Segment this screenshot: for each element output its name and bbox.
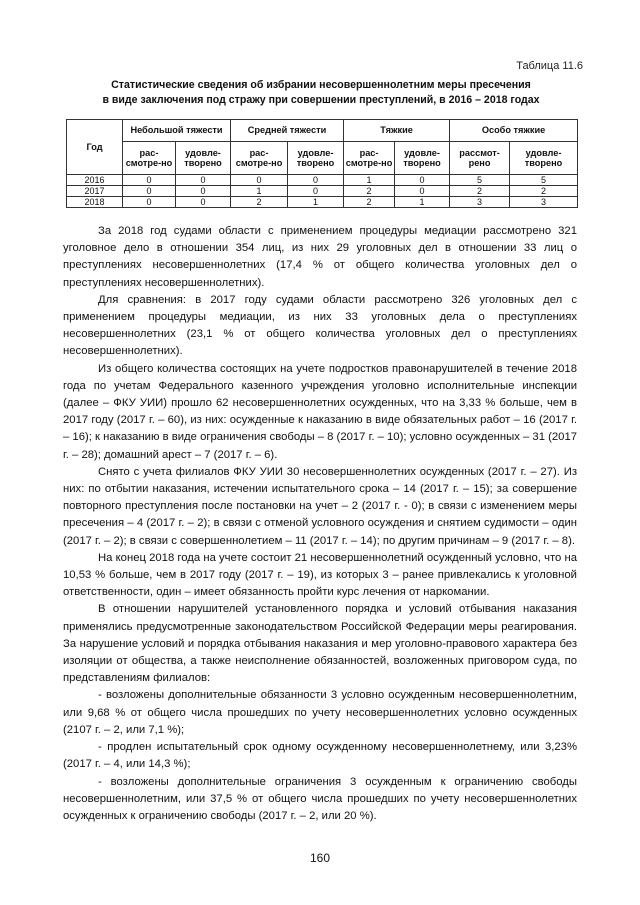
statistics-table [66,119,578,208]
table-cell: 0 [288,186,344,197]
table-caption: Таблица 11.6 [516,60,583,72]
table-cell: 1 [344,175,395,186]
table-cell: 0 [176,186,231,197]
table-header-row-subheaders [67,142,578,175]
table-title-line-2: в виде заключения под стражу при совершении преступлений, в 2016 – 2018 годах [102,94,540,106]
table-title-line-1: Статистические сведения об избрании несовершеннолетним меры пресечения [111,79,531,91]
table-cell: 3 [510,197,578,208]
paragraph-registered-juveniles: Из общего количества состоящих на учете подростков правонарушителей в течение 2018 года по учетам Федерального казенного учреждения уголовно исполнительные инспекции (далее – ФКУ УИИ) прошло 62 несовершеннолетних осужденных, что на 3,33 % больше, чем в 2017 году (2017 г. – 60), из них: осужденные к наказанию в виде обязательных работ – 16 (2017 г. – 16); к наказанию в виде ограничения свободы – 8 (2017 г. – 10); условно осужденных – 31 (2017 г. – 28); домашний арест – 7 (2017 г. – 6). [63,362,578,461]
table-cell: 0 [123,197,176,208]
table-cell: 2 [344,197,395,208]
subheader-considered: рас-смотре-но [123,142,176,175]
table-cell: 0 [395,186,450,197]
table-cell: 5 [450,175,510,186]
table-cell: 1 [288,197,344,208]
table-cell: 0 [231,175,288,186]
table-cell: 2 [344,186,395,197]
body-text [63,223,577,825]
table-title [60,78,582,108]
list-item: - продлен испытательный срок одному осужденному несовершеннолетнему, или 3,23% (2017 г. – 4, или 14,3 %); [63,741,577,771]
table-cell: 5 [510,175,578,186]
paragraph-end-of-year: На конец 2018 года на учете состоит 21 несовершеннолетний осужденный условно, что на 10,53 % больше, чем в 2017 году (2017 г. – 19), из которых 3 – ранее привлекались к уголовной ответственности, один – имеет обязанность пройти курс лечения от наркомании. [63,551,577,599]
group-header-minor: Небольшой тяжести [123,120,231,142]
paragraph-removed-from-register: Снято с учета филиалов ФКУ УИИ 30 несовершеннолетних осужденных (2017 г. – 27). Из них: по отбытии наказания, истечении испытательного срока – 14 (2017 г. – 15); за совершение повторного преступления после постановки на учет – 2 (2017 г. - 0); в связи с изменением меры пресечения – 4 (2017 г. – 2); в связи с отменой условного осуждения и снятием судимости – один (2017 г. – 2); в связи с совершеннолетием – 11 (2017 г. – 14); по другим причинам – 9 (2017 г. – 8). [63,465,577,547]
subheader-considered: рассмот-рено [450,142,510,175]
table-row [67,175,578,186]
row-year: 2017 [67,186,123,197]
list-item: - возложены дополнительные ограничения 3 осужденным к ограничению свободы несовершеннолетним, или 37,5 % от общего числа прошедших по учету несовершеннолетних осужденных к ограничению свободы (2017 г. – 2, или 20 %). [63,775,577,822]
subheader-granted: удовле-творено [176,142,231,175]
table-row [67,197,578,208]
table-cell: 2 [231,197,288,208]
row-year: 2018 [67,197,123,208]
subheader-considered: рас-смотре-но [231,142,288,175]
table-cell: 1 [395,197,450,208]
table-header-row-groups [67,120,578,142]
table-cell: 0 [123,175,176,186]
year-header: Год [67,120,123,175]
table-cell: 0 [176,175,231,186]
subheader-considered: рас-смотре-но [344,142,395,175]
row-year: 2016 [67,175,123,186]
subheader-granted: удовле-творено [510,142,578,175]
table-cell: 2 [510,186,578,197]
table-cell: 0 [395,175,450,186]
table-cell: 1 [231,186,288,197]
group-header-especially-grave: Особо тяжкие [450,120,578,142]
table-cell: 2 [450,186,510,197]
subheader-granted: удовле-творено [395,142,450,175]
paragraph-violators: В отношении нарушителей установленного порядка и условий отбывания наказания применялись предусмотренные законодательством Российской Федерации меры реагирования. За нарушение условий и порядка отбывания наказания и мер уголовно-правового характера без изоляции от общества, а также неисполнение обязанностей, возложенных приговором суда, по представлениям филиалов: [63,603,577,685]
paragraph-mediation-2018: За 2018 год судами области с применением процедуры медиации рассмотрено 321 уголовное дело в отношении 354 лиц, из них 29 уголовных дел в отношении 33 лиц о преступлениях несовершеннолетних (17,4 % от общего количества уголовных дел о преступлениях несовершеннолетних). [63,225,577,289]
table-cell: 0 [176,197,231,208]
paragraph-mediation-2017: Для сравнения: в 2017 году судами области рассмотрено 326 уголовных дел с применением процедуры медиации, из них 33 уголовных дела о преступлениях несовершеннолетних (23,1 % от общего количества уголовных дел о преступлениях несовершеннолетних). [63,293,577,358]
page-number: 160 [309,851,331,865]
subheader-granted: удовле-творено [288,142,344,175]
list-item: - возложены дополнительные обязанности 3 условно осужденным несовершеннолетним, или 9,68 % от общего числа прошедших по учету несовершеннолетних условно осужденных (2107 г. – 2, или 7,1 %); [63,689,577,736]
table-cell: 0 [288,175,344,186]
table-cell: 0 [123,186,176,197]
group-header-grave: Тяжкие [344,120,450,142]
group-header-medium: Средней тяжести [231,120,344,142]
table-row [67,186,578,197]
table-cell: 3 [450,197,510,208]
